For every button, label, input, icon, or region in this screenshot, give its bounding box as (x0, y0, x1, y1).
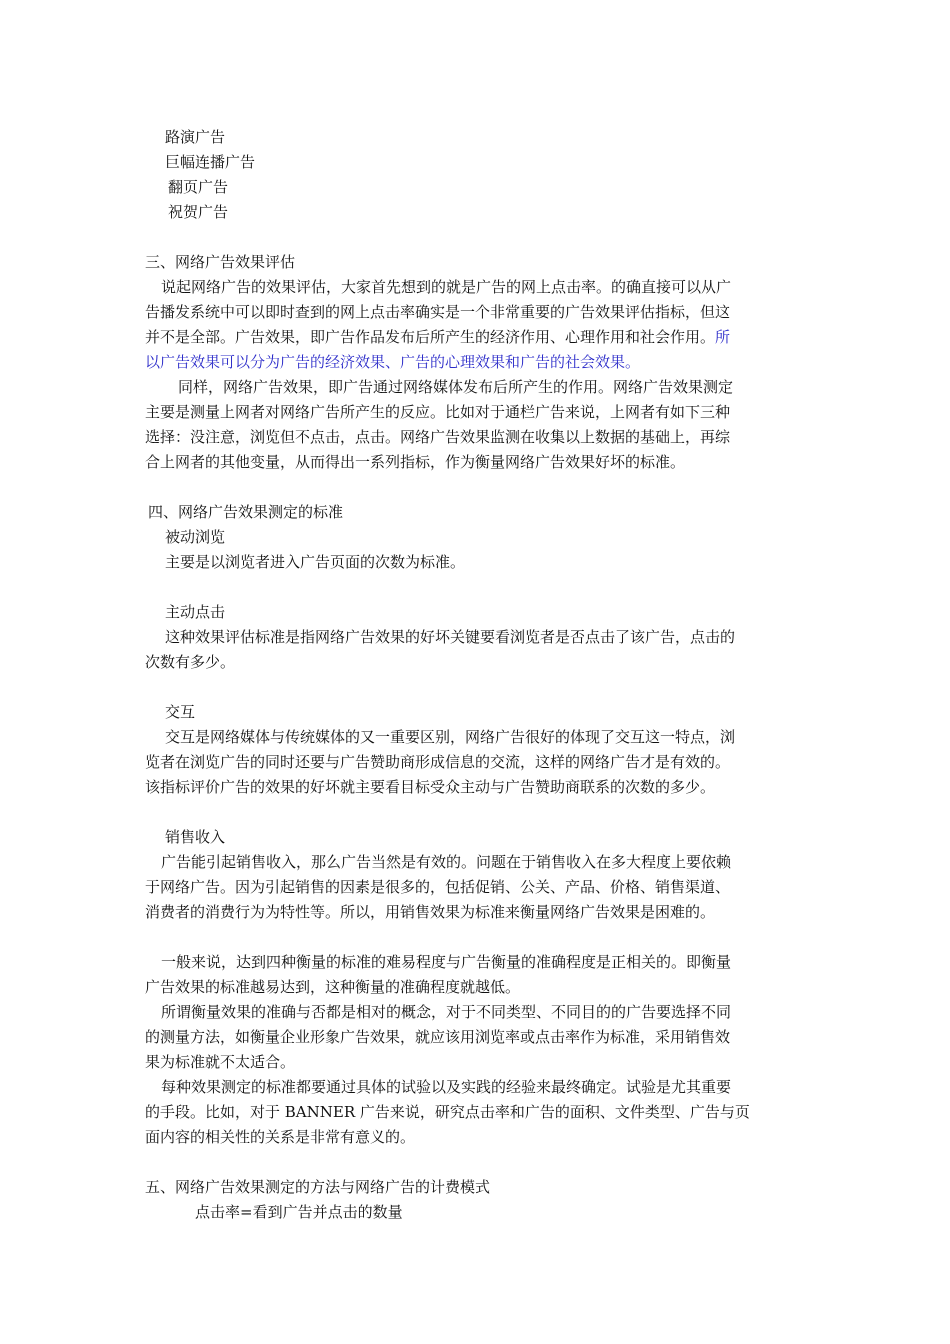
section-heading: 四、网络广告效果测定的标准 (148, 503, 344, 521)
paragraph-line (145, 326, 730, 348)
paragraph-line: 于网络广告。因为引起销售的因素是很多的，包括促销、公关、产品、价格、销售渠道、 (145, 878, 731, 896)
highlighted-text: 所 (715, 328, 731, 346)
subheading: 主动点击 (165, 603, 226, 621)
list-item: 翻页广告 (168, 178, 229, 196)
section-heading: 五、网络广告效果测定的方法与网络广告的计费模式 (145, 1178, 491, 1196)
paragraph-line: 果为标准就不太适合。 (145, 1053, 296, 1071)
paragraph-line: 览者在浏览广告的同时还要与广告赞助商形成信息的交流，这样的网络广告才是有效的。 (145, 753, 731, 771)
paragraph-line: 说起网络广告的效果评估，大家首先想到的就是广告的网上点击率。的确直接可以从广 (161, 278, 732, 296)
paragraph-line: 这种效果评估标准是指网络广告效果的好坏关键要看浏览者是否点击了该广告，点击的 (165, 628, 736, 646)
paragraph-line: 交互是网络媒体与传统媒体的又一重要区别，网络广告很好的体现了交互这一特点，浏 (165, 728, 736, 746)
paragraph-line: 一般来说，达到四种衡量的标准的难易程度与广告衡量的准确程度是正相关的。即衡量 (161, 953, 732, 971)
paragraph-line: 主要是测量上网者对网络广告所产生的反应。比如对于通栏广告来说，上网者有如下三种 (145, 403, 731, 421)
formula-line: 点击率=看到广告并点击的数量 (195, 1203, 403, 1221)
paragraph-line: 的手段。比如，对于 BANNER 广告来说，研究点击率和广告的面积、文件类型、广告与页 (145, 1103, 750, 1121)
paragraph-line: 面内容的相关性的关系是非常有意义的。 (145, 1128, 416, 1146)
section-heading: 三、网络广告效果评估 (145, 253, 296, 271)
highlighted-text: 以广告效果可以分为广告的经济效果、广告的心理效果和广告的社会效果。 (145, 353, 641, 371)
paragraph-line: 告播发系统中可以即时查到的网上点击率确实是一个非常重要的广告效果评估指标，但这 (145, 303, 731, 321)
paragraph-line: 消费者的消费行为为特性等。所以，用销售效果为标准来衡量网络广告效果是困难的。 (145, 903, 716, 921)
list-item: 路演广告 (165, 128, 226, 146)
paragraph-line: 同样，网络广告效果，即广告通过网络媒体发布后所产生的作用。网络广告效果测定 (178, 378, 734, 396)
paragraph-line: 主要是以浏览者进入广告页面的次数为标准。 (165, 553, 466, 571)
paragraph-line: 每种效果测定的标准都要通过具体的试验以及实践的经验来最终确定。试验是尤其重要 (161, 1078, 732, 1096)
paragraph-line: 该指标评价广告的效果的好坏就主要看目标受众主动与广告赞助商联系的次数的多少。 (145, 778, 716, 796)
paragraph-line: 广告效果的标准越易达到，这种衡量的准确程度就越低。 (145, 978, 521, 996)
paragraph-text: 并不是全部。广告效果，即广告作品发布后所产生的经济作用、心理作用和社会作用。 (145, 328, 716, 346)
paragraph-line: 所谓衡量效果的准确与否都是相对的概念，对于不同类型、不同目的的广告要选择不同 (161, 1003, 732, 1021)
subheading: 销售收入 (165, 828, 226, 846)
subheading: 交互 (165, 703, 196, 721)
paragraph-line: 合上网者的其他变量，从而得出一系列指标，作为衡量网络广告效果好坏的标准。 (145, 453, 686, 471)
subheading: 被动浏览 (165, 528, 226, 546)
paragraph-line: 次数有多少。 (145, 653, 236, 671)
list-item: 祝贺广告 (168, 203, 229, 221)
paragraph-line: 的测量方法，如衡量企业形象广告效果，就应该用浏览率或点击率作为标准，采用销售效 (145, 1028, 731, 1046)
list-item: 巨幅连播广告 (165, 153, 256, 171)
paragraph-line: 选择：没注意，浏览但不点击，点击。网络广告效果监测在收集以上数据的基础上，再综 (145, 428, 731, 446)
paragraph-line: 广告能引起销售收入，那么广告当然是有效的。问题在于销售收入在多大程度上要依赖 (161, 853, 732, 871)
